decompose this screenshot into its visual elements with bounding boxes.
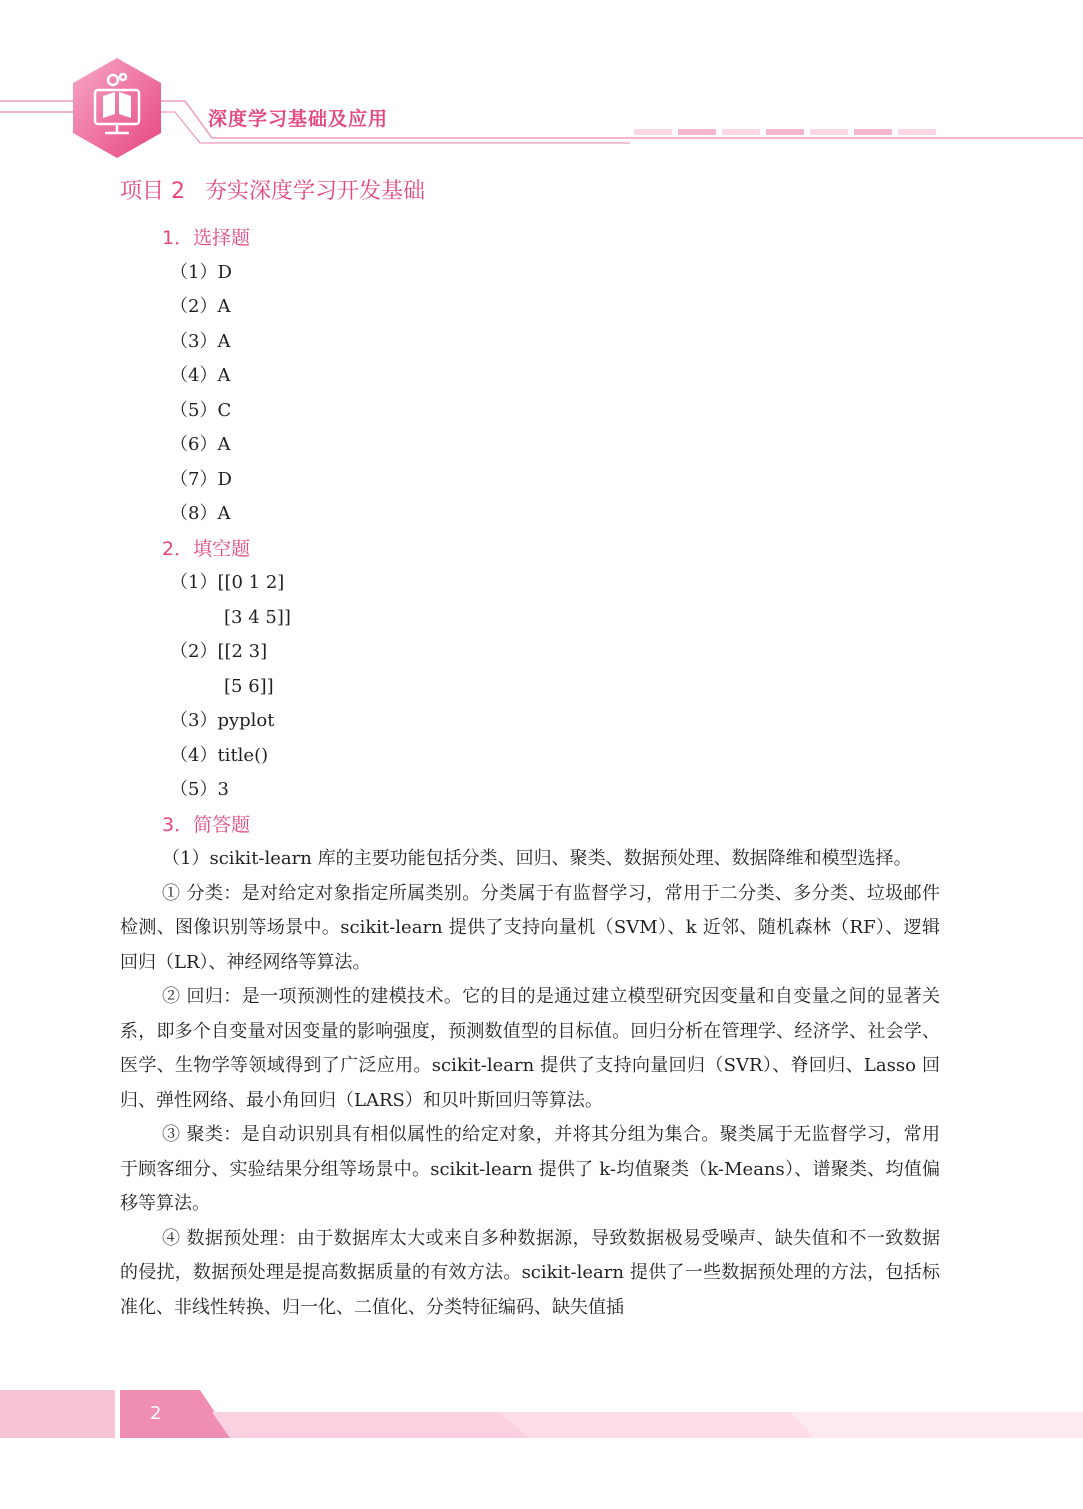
page-header	[0, 0, 1083, 170]
answer-paragraph: ④ 数据预处理：由于数据库太大或来自多种数据源，导致数据极易受噪声、缺失值和不一致数据的侵扰，数据预处理是提高数据质量的有效方法。scikit-learn 提供了一些数据预处理的方法，包括标准化、非线性转换、归一化、二值化、分类特征编码、缺失值插	[120, 1227, 940, 1318]
choice-answer: （6）A	[170, 434, 231, 455]
page-number: 2	[150, 1403, 162, 1424]
choice-answer: （3）A	[170, 330, 231, 352]
page-footer	[0, 1390, 1083, 1438]
answer-paragraph: ① 分类：是对给定对象指定所属类别。分类属于有监督学习，常用于二分类、多分类、垃圾邮件检测、图像识别等场景中。scikit-learn 提供了支持向量机（SVM）、k 近邻、随机森林（RF）、逻辑回归（LR）、神经网络等算法。	[120, 882, 940, 973]
choice-answer: （7）D	[170, 468, 232, 490]
section-heading-short: 3．简答题	[162, 813, 251, 836]
choice-answer: （5）C	[170, 399, 232, 421]
project-title	[120, 174, 425, 205]
choice-answer: （2）A	[170, 296, 231, 317]
footer-decoration	[0, 1390, 1083, 1438]
main-content	[120, 221, 940, 1325]
fill-answer-continuation: [3 4 5]]	[224, 606, 291, 628]
choice-answer: （1）D	[170, 261, 232, 283]
fill-answer: （2）[[2 3]	[170, 641, 268, 662]
fill-answer-continuation: [5 6]]	[224, 675, 274, 697]
header-decoration	[0, 0, 1083, 170]
answer-paragraph: ③ 聚类：是自动识别具有相似属性的给定对象，并将其分组为集合。聚类属于无监督学习，常用于顾客细分、实验结果分组等场景中。scikit-learn 提供了 k-均值聚类（k-Means）、谱聚类、均值偏移等算法。	[120, 1124, 940, 1214]
project-name: 夯实深度学习开发基础	[205, 179, 426, 204]
fill-answer: （3）pyplot	[170, 710, 275, 731]
fill-answer: （1）[[0 1 2]	[170, 572, 285, 593]
answer-paragraph: （1）scikit-learn 库的主要功能包括分类、回归、聚类、数据预处理、数据降维和模型选择。	[162, 848, 912, 869]
project-number: 项目 2	[120, 179, 185, 204]
fill-answer: （5）3	[170, 779, 229, 800]
book-title: 深度学习基础及应用	[208, 108, 389, 130]
choice-answer: （8）A	[170, 503, 231, 524]
fill-answer: （4）title()	[170, 744, 269, 766]
choice-answer: （4）A	[170, 365, 231, 386]
section-heading-choice: 1．选择题	[162, 227, 251, 249]
answer-paragraph: ② 回归：是一项预测性的建模技术。它的目的是通过建立模型研究因变量和自变量之间的显著关系，即多个自变量对因变量的影响强度，预测数值型的目标值。回归分析在管理学、经济学、社会学、医学、生物学等领域得到了广泛应用。scikit-learn 提供了支持向量回归（SVR）、脊回归、Lasso 回归、弹性网络、最小角回归（LARS）和贝叶斯回归等算法。	[120, 986, 940, 1111]
section-heading-fill: 2．填空题	[162, 537, 251, 560]
